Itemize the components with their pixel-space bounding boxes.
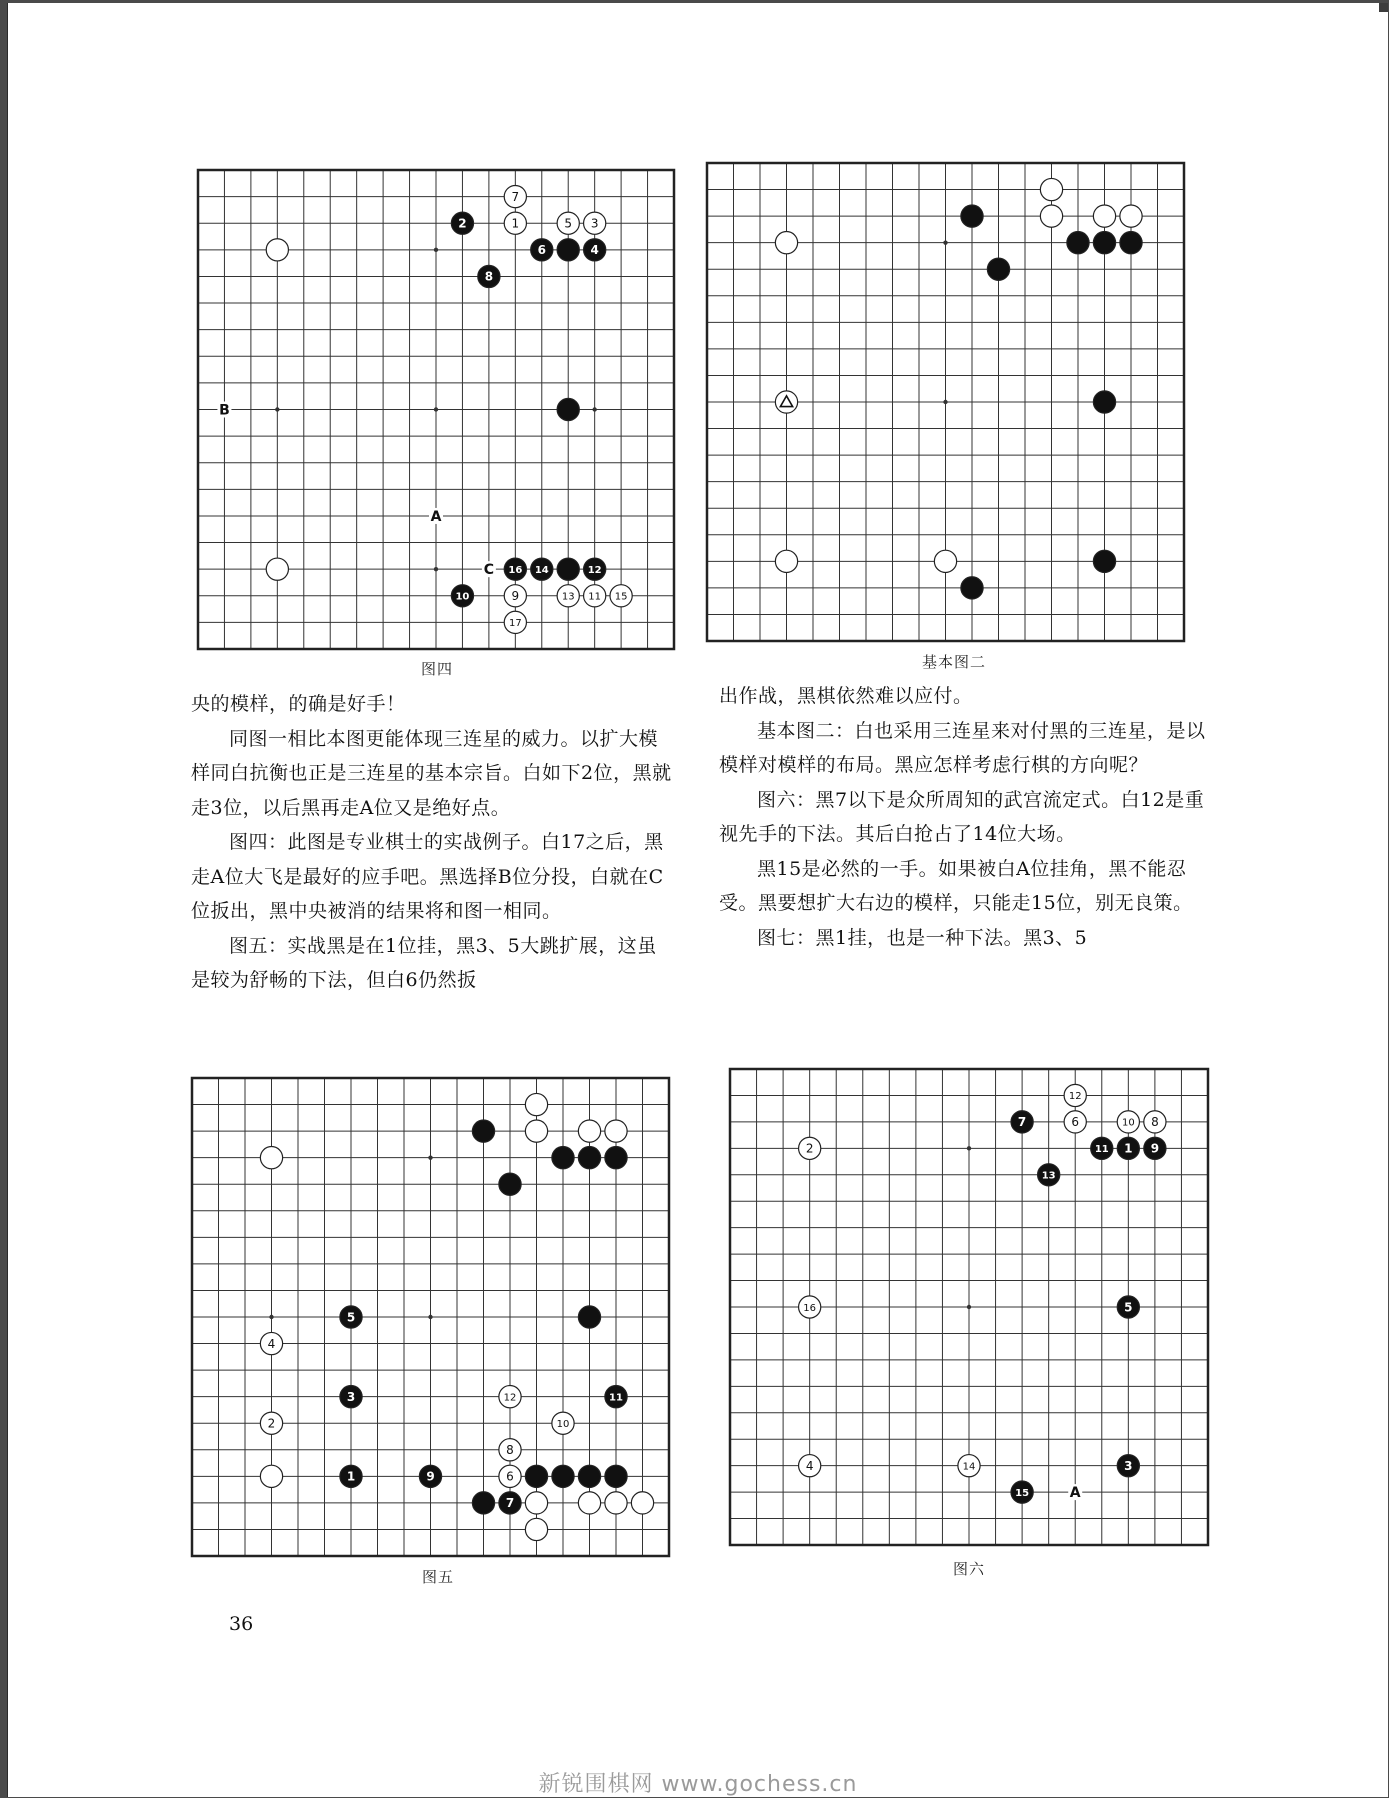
- text-column-right: [719, 679, 1209, 955]
- black-stone: [605, 1147, 627, 1169]
- white-stone: [504, 585, 526, 607]
- white-stone: [1093, 205, 1115, 227]
- move-number: 12: [1068, 1091, 1082, 1103]
- star-point: [428, 1315, 432, 1319]
- white-stone: [578, 1492, 600, 1514]
- white-stone: [799, 1296, 821, 1318]
- white-stone: [260, 1147, 282, 1169]
- move-number: 12: [503, 1392, 517, 1404]
- white-stone: [525, 1093, 547, 1115]
- white-stone: [584, 212, 606, 234]
- white-stone: [504, 611, 526, 633]
- white-stone: [610, 585, 632, 607]
- move-number: 9: [511, 589, 520, 604]
- star-point: [967, 1146, 971, 1150]
- black-stone: [1011, 1111, 1033, 1133]
- black-stone: [1093, 391, 1115, 413]
- white-stone: [934, 550, 956, 572]
- star-point: [592, 407, 596, 411]
- white-stone: [958, 1455, 980, 1477]
- black-stone: [584, 239, 606, 261]
- text-column-left: [191, 687, 676, 998]
- move-number: 4: [267, 1336, 276, 1351]
- paragraph: 央的模样，的确是好手！: [191, 693, 406, 715]
- move-number: 4: [590, 243, 599, 258]
- move-number: 14: [534, 564, 549, 576]
- move-number: 6: [506, 1469, 514, 1484]
- black-stone: [451, 212, 473, 234]
- black-stone: [552, 1465, 574, 1487]
- white-stone: [578, 1120, 600, 1142]
- move-number: 3: [590, 216, 599, 231]
- white-stone: [557, 212, 579, 234]
- move-number: 10: [556, 1419, 570, 1431]
- black-stone: [419, 1465, 441, 1487]
- star-point: [428, 1155, 432, 1159]
- page-corner-marker: [1379, 3, 1388, 12]
- white-stone: [525, 1492, 547, 1514]
- move-number: 10: [455, 591, 470, 603]
- black-stone: [578, 1465, 600, 1487]
- document-page: [7, 3, 1388, 1797]
- black-stone: [531, 558, 553, 580]
- move-number: 3: [1124, 1458, 1133, 1473]
- black-stone: [578, 1306, 600, 1328]
- black-stone: [584, 558, 606, 580]
- move-number: 3: [346, 1389, 356, 1404]
- white-stone: [1064, 1084, 1086, 1106]
- paragraph: 基本图二：白也采用三连星来对付黑的三连星，是以模样对模样的布局。黑应怎样考虑行棋的方向呢？: [719, 719, 1206, 776]
- move-number: 12: [587, 564, 602, 576]
- black-stone: [961, 205, 983, 227]
- board-svg: [192, 1078, 669, 1556]
- board-svg: [707, 163, 1184, 641]
- board-letter-mark: B: [219, 402, 230, 419]
- white-stone: [499, 1386, 521, 1408]
- move-number: 1: [346, 1469, 356, 1484]
- white-stone: [260, 1465, 282, 1487]
- paragraph: 图六：黑7以下是众所周知的武宫流定式。白12是重视先手的下法。其后白抢占了14位大场。: [719, 788, 1205, 845]
- black-stone: [1117, 1455, 1139, 1477]
- board-letter-mark: A: [430, 508, 442, 525]
- move-number: 16: [803, 1302, 817, 1314]
- move-number: 14: [962, 1461, 976, 1473]
- star-point: [943, 400, 947, 404]
- move-number: 13: [561, 591, 575, 603]
- black-stone: [1117, 1137, 1139, 1159]
- white-stone: [504, 186, 526, 208]
- black-stone: [1091, 1137, 1113, 1159]
- star-point: [269, 1315, 273, 1319]
- move-number: 6: [1071, 1115, 1080, 1130]
- move-number: 2: [458, 216, 467, 231]
- move-number: 11: [588, 591, 602, 603]
- white-stone: [775, 391, 797, 413]
- black-stone: [987, 258, 1009, 280]
- move-number: 10: [1121, 1117, 1135, 1129]
- white-stone: [499, 1465, 521, 1487]
- black-stone: [1011, 1481, 1033, 1503]
- white-stone: [605, 1120, 627, 1142]
- move-number: 5: [564, 216, 573, 231]
- black-stone: [340, 1386, 362, 1408]
- star-point: [967, 1305, 971, 1309]
- paragraph: 图五：实战黑是在1位挂，黑3、5大跳扩展，这虽是较为舒畅的下法，但白6仍然扳: [191, 934, 657, 991]
- white-stone: [525, 1120, 547, 1142]
- move-number: 9: [1150, 1141, 1160, 1156]
- white-stone: [1040, 205, 1062, 227]
- white-stone: [266, 239, 288, 261]
- move-number: 15: [614, 591, 628, 603]
- black-stone: [472, 1120, 494, 1142]
- black-stone: [1144, 1137, 1166, 1159]
- footer-watermark: 新锐围棋网 www.gochess.cn: [538, 1772, 858, 1797]
- move-number: 2: [267, 1416, 276, 1431]
- move-number: 16: [508, 564, 523, 576]
- black-stone: [605, 1465, 627, 1487]
- black-stone: [1093, 550, 1115, 572]
- board-letter-mark: C: [483, 562, 495, 579]
- move-number: 1: [511, 216, 520, 231]
- white-stone: [1144, 1111, 1166, 1133]
- board-svg: [730, 1069, 1208, 1545]
- black-stone: [1067, 232, 1089, 254]
- white-stone: [799, 1137, 821, 1159]
- star-point: [275, 407, 279, 411]
- move-number: 8: [506, 1443, 514, 1458]
- star-point: [434, 407, 438, 411]
- caption-figure-6: 图六: [953, 1560, 986, 1578]
- black-stone: [1093, 232, 1115, 254]
- move-number: 9: [426, 1469, 435, 1484]
- black-stone: [1120, 232, 1142, 254]
- move-number: 17: [508, 618, 522, 630]
- star-point: [434, 248, 438, 252]
- move-number: 8: [1151, 1115, 1159, 1130]
- black-stone: [552, 1147, 574, 1169]
- white-stone: [775, 550, 797, 572]
- white-stone: [1064, 1111, 1086, 1133]
- black-stone: [557, 558, 579, 580]
- black-stone: [499, 1173, 521, 1195]
- paragraph: 黑15是必然的一手。如果被白A位挂角，黑不能忍受。黑要想扩大右边的模样，只能走15位，别无良策。: [719, 857, 1193, 914]
- black-stone: [557, 398, 579, 420]
- move-number: 13: [1041, 1170, 1056, 1182]
- caption-figure-4: 图四: [421, 660, 454, 678]
- white-stone: [260, 1332, 282, 1354]
- paragraph: 图七：黑1挂，也是一种下法。黑3、5: [757, 926, 1088, 949]
- black-stone: [525, 1465, 547, 1487]
- move-number: 5: [346, 1310, 356, 1325]
- black-stone: [499, 1492, 521, 1514]
- go-board-figure-4: [198, 170, 674, 649]
- white-stone: [1040, 178, 1062, 200]
- paragraph: 同图一相比本图更能体现三连星的威力。以扩大模样同白抗衡也正是三连星的基本宗旨。白如下2位，黑就走3位，以后黑再走A位又是绝好点。: [191, 727, 672, 819]
- move-number: 8: [484, 269, 494, 284]
- move-number: 7: [505, 1496, 515, 1511]
- paragraph: 图四：此图是专业棋士的实战例子。白17之后，黑走A位大飞是最好的应手吧。黑选择B位分投，白就在C位扳出，黑中央被消的结果将和图一相同。: [191, 831, 664, 922]
- paragraph: 出作战，黑棋依然难以应付。: [719, 685, 973, 707]
- board-svg: [198, 170, 674, 649]
- white-stone: [799, 1455, 821, 1477]
- move-number: 1: [1124, 1141, 1133, 1156]
- move-number: 2: [805, 1141, 814, 1156]
- page-number: 36: [229, 1613, 254, 1635]
- black-stone: [340, 1306, 362, 1328]
- move-number: 7: [1017, 1115, 1027, 1130]
- black-stone: [451, 585, 473, 607]
- go-board-base-figure-2: [707, 163, 1184, 641]
- black-stone: [531, 239, 553, 261]
- star-point: [434, 567, 438, 571]
- white-stone: [552, 1412, 574, 1434]
- move-number: 5: [1124, 1300, 1133, 1315]
- white-stone: [260, 1412, 282, 1434]
- black-stone: [961, 577, 983, 599]
- white-stone: [631, 1492, 653, 1514]
- black-stone: [1117, 1296, 1139, 1318]
- black-stone: [478, 265, 500, 287]
- white-stone: [499, 1439, 521, 1461]
- move-number: 15: [1015, 1487, 1030, 1499]
- caption-figure-5: 图五: [422, 1568, 455, 1586]
- star-point: [943, 240, 947, 244]
- black-stone: [472, 1492, 494, 1514]
- white-stone: [266, 558, 288, 580]
- black-stone: [578, 1147, 600, 1169]
- white-stone: [1117, 1111, 1139, 1133]
- white-stone: [557, 585, 579, 607]
- black-stone: [1038, 1164, 1060, 1186]
- move-number: 11: [1094, 1144, 1109, 1156]
- go-board-figure-5: [192, 1078, 669, 1556]
- go-board-figure-6: [730, 1069, 1208, 1545]
- board-letter-mark: A: [1069, 1485, 1081, 1502]
- move-number: 7: [511, 189, 520, 204]
- white-stone: [504, 212, 526, 234]
- black-stone: [340, 1465, 362, 1487]
- white-stone: [1120, 205, 1142, 227]
- black-stone: [605, 1386, 627, 1408]
- move-number: 6: [537, 243, 546, 258]
- caption-base-figure-2: 基本图二: [922, 653, 987, 671]
- black-stone: [557, 239, 579, 261]
- white-stone: [775, 232, 797, 254]
- white-stone: [584, 585, 606, 607]
- black-stone: [504, 558, 526, 580]
- white-stone: [525, 1518, 547, 1540]
- white-stone: [605, 1492, 627, 1514]
- move-number: 4: [805, 1458, 814, 1473]
- move-number: 11: [609, 1392, 623, 1404]
